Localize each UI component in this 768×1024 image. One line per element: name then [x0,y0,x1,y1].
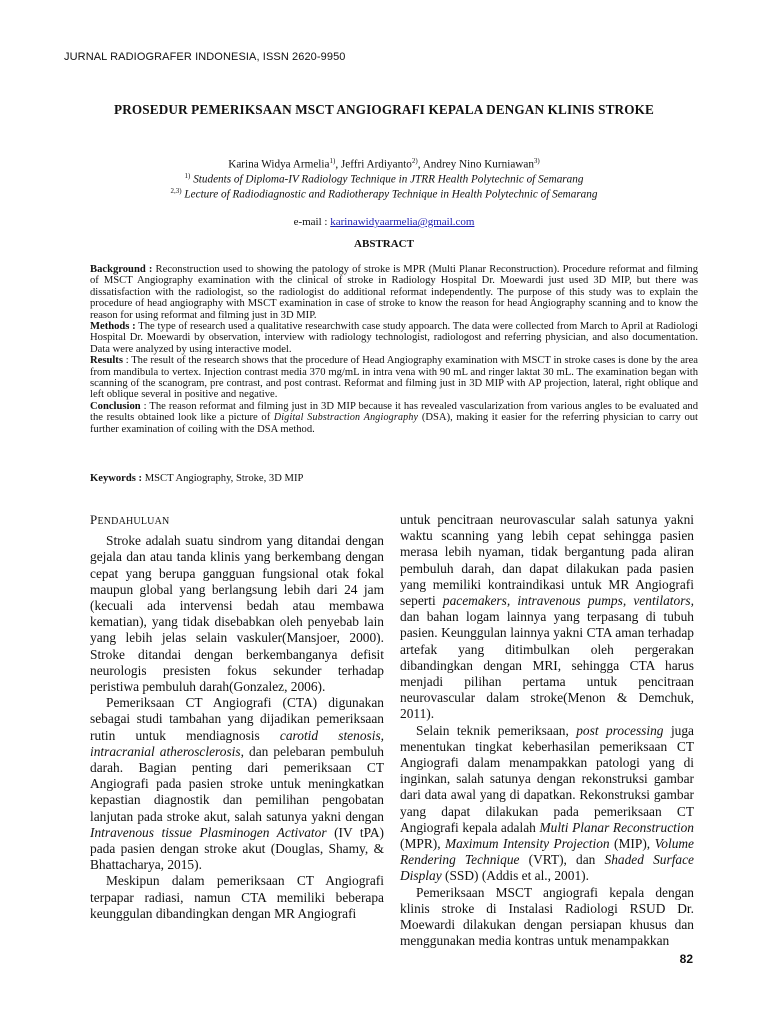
paragraph-text: (IV tPA) pada pasien dengan stroke akut (Douglas, Shamy, & Bhattacharya, 2015). [90,824,384,873]
abstract-text: (DSA), making it easier for the referring physician to carry out further examination of coiling with the DSA method. [90,412,699,435]
keywords-line [90,473,698,484]
abstract-body [90,264,698,435]
paragraph-emphasis: pacemakers, intravenous pumps, ventilators, [442,593,694,609]
author-name: , Jeffri Ardiyanto [335,158,412,171]
abstract-label: Conclusion [90,400,141,412]
keywords-label: Keywords : [90,473,143,484]
section-rest: ENDAHULUAN [97,516,170,527]
paragraph-text: dan bahan logam lainnya yang terpasang di tubuh pasien. Keunggulan lainnya yakni CTA aman terhadap artefak yang ditimbulkan oleh pergerakan dibandingkan dengan MRI, sehingga CTA harus menjadi pilihan pertama untuk pencitraan neurovascular dalam stroke(Menon & Demchuk, 2011). [400,609,694,722]
email-line [0,216,768,228]
paper-title: PROSEDUR PEMERIKSAAN MSCT ANGIOGRAFI KEPALA DENGAN KLINIS STROKE [114,102,654,117]
affiliation-sup: 2,3) [170,187,182,195]
paragraph-emphasis: carotid stenosis, intracranial atherosclerosis [90,727,384,759]
paragraph-emphasis: Multi Planar Reconstruction [539,819,694,835]
abstract-text: : The result of the research shows that the procedure of Head Angiography examination with MSCT in stroke cases is done by the area from mandibula to vertex. Injection contrast media 370 mg/mL in intra vena with 90 mL and ringer laktat 30 mL. The examination began with scanning of the scanogram, pre contrast, and post contrast. Reformat and filming just in 3D MIP with AP projection, lateral, right oblique and left oblique several in positive and negative. [90,355,698,401]
abstract-results [90,355,698,401]
author-list [0,157,768,171]
journal-header: JURNAL RADIOGRAFER INDONESIA, ISSN 2620-9950 [64,51,346,63]
keywords-text: MSCT Angiography, Stroke, 3D MIP [142,473,304,484]
abstract-text: The type of research used a qualitative researchwith case study appoarch. The data were collected from March to April at Radiologi Hospital Dr. Moewardi by observation, interview with radiology technologist, radiologost and referring physician, and also documentation. Data were analyzed by using interactive model. [90,321,699,355]
affiliation-text: Lecture of Radiodiagnostic and Radiotherapy Technique in Health Polytechnic of Semarang [184,188,598,201]
paragraph-text: Selain teknik pemeriksaan, [416,722,577,738]
affiliation-text: Students of Diploma-IV Radiology Technique in JTRR Health Polytechnic of Semarang [193,173,584,186]
paragraph-text: untuk pencitraan neurovascular salah satunya yakni waktu scanning yang lebih cepat sehingga pasien merasa lebih nyaman, tidak bergantung pada aliran pembuluh darah, dan dapat dilakukan pada pasien yang memiliki kontraindikasi untuk MR Angiografi seperti [400,512,694,609]
email-label: e-mail : [293,216,331,228]
abstract-label: Results [90,355,123,367]
paragraph-text: juga menentukan tingkat keberhasilan pemeriksaan CT Angiografi dalam menampakkan patologi yang di inginkan, salah satunya dengan rekonstruksi gambar dari data awal yang di dapatkan. Rekonstruksi gambar yang dapat dilakukan pada pemeriksaan CT Angiografi kepala adalah [400,722,694,835]
paragraph-text: , dan pelebaran pembuluh darah. Bagian penting dari pemeriksaan CT Angiografi pada pasien stroke untuk meningkatkan kepastian diagnostik dan pemilihan pengobatan lanjutan pada stroke akut, salah satunya yakni dengan [90,743,385,824]
paragraph-emphasis: post processing [576,722,664,738]
paragraph-emphasis: Maximum Intensity Projection [445,836,610,852]
section-initial: P [90,512,98,527]
section-heading [90,512,384,530]
paragraph-text: (MIP), [609,836,655,852]
paragraph-emphasis: Shaded Surface Display [400,852,694,884]
body-column-left [90,512,384,922]
abstract-text: Reconstruction used to showing the patology of stroke is MPR (Multi Planar Reconstruction). Procedure reformat and filming of MSCT Angiography examination with the clinical of stroke in Radiology Hospital Dr. Moewardi just used 3D MIP, but there was dissatisfaction with the radiologist, so the radiologist do additional reformat independently. The purpose of this study was to explain the procedure of head angiography with MSCT examination in case of stroke to know the reason for head Angiography scanning and to know the reason for using reformat and filming just in 3D MIP. [90,264,698,321]
abstract-text: : The reason reformat and filming just in 3D MIP because it has revealed vascularization from various angles to be evaluated and the results obtained look like a picture of [90,400,698,424]
abstract-label: Methods : [90,321,136,333]
abstract-emphasis: Digital Substraction Angiography [273,412,419,424]
paragraph-text: (MPR), [400,836,445,852]
abstract-methods [90,321,698,355]
abstract-heading: ABSTRACT [354,238,414,250]
paragraph: Pemeriksaan MSCT angiografi kepala dengan klinis stroke di Instalasi Radiologi RSUD Dr. Moewardi dilakukan dengan persiapan khusus dan menggunakan media kontras untuk menampakkan [400,884,694,949]
paragraph-text: (VRT), dan [519,852,605,868]
paragraph-text: (SSD) (Addis et al., 2001). [441,868,589,884]
affiliation-2 [0,187,768,201]
author-name: Karina Widya Armelia [228,158,330,171]
abstract-background [90,264,698,321]
email-link[interactable]: karinawidyaarmelia@gmail.com [330,216,475,228]
paragraph [400,723,694,885]
paragraph-emphasis: Volume Rendering Technique [400,836,694,868]
paragraph [90,695,384,873]
author-name: , Andrey Nino Kurniawan [417,158,534,171]
abstract-label: Background : [90,264,153,275]
paragraph-emphasis: Intravenous tissue Plasminogen Activator [90,824,327,840]
paragraph: Stroke adalah suatu sindrom yang ditandai dengan gejala dan atau tanda klinis yang berkembang dengan cepat yang berupa gangguan fungsional otak fokal maupun global yang berlangsung lebih dari 24 jam (kecuali ada intervensi bedah atau membawa kematian), yang tidak disebabkan oleh penyebab lain yang lebih jelas selain vaskuler(Mansjoer, 2000). Stroke ditandai dengan berkembanganya defisit neurologis presisten fokus sekunder terhadap peristiwa pembuluh darah(Gonzalez, 2006). [90,533,384,695]
author-sup: 2) [411,157,418,165]
body-column-right [400,512,694,949]
author-sup: 1) [329,157,336,165]
author-sup: 3) [533,157,540,165]
paragraph: Meskipun dalam pemeriksaan CT Angiografi terpapar radiasi, namun CTA memiliki beberapa keunggulan dibandingkan dengan MR Angiografi [90,873,384,921]
paragraph [400,512,694,723]
page-number: 82 [679,952,693,966]
affiliation-1 [0,172,768,186]
affiliation-sup: 1) [184,172,191,180]
abstract-conclusion [90,401,698,435]
paragraph-text: Pemeriksaan CT Angiografi (CTA) digunakan sebagai studi tambahan yang dijadikan pemeriksaan rutin untuk mendiagnosis [90,695,384,743]
